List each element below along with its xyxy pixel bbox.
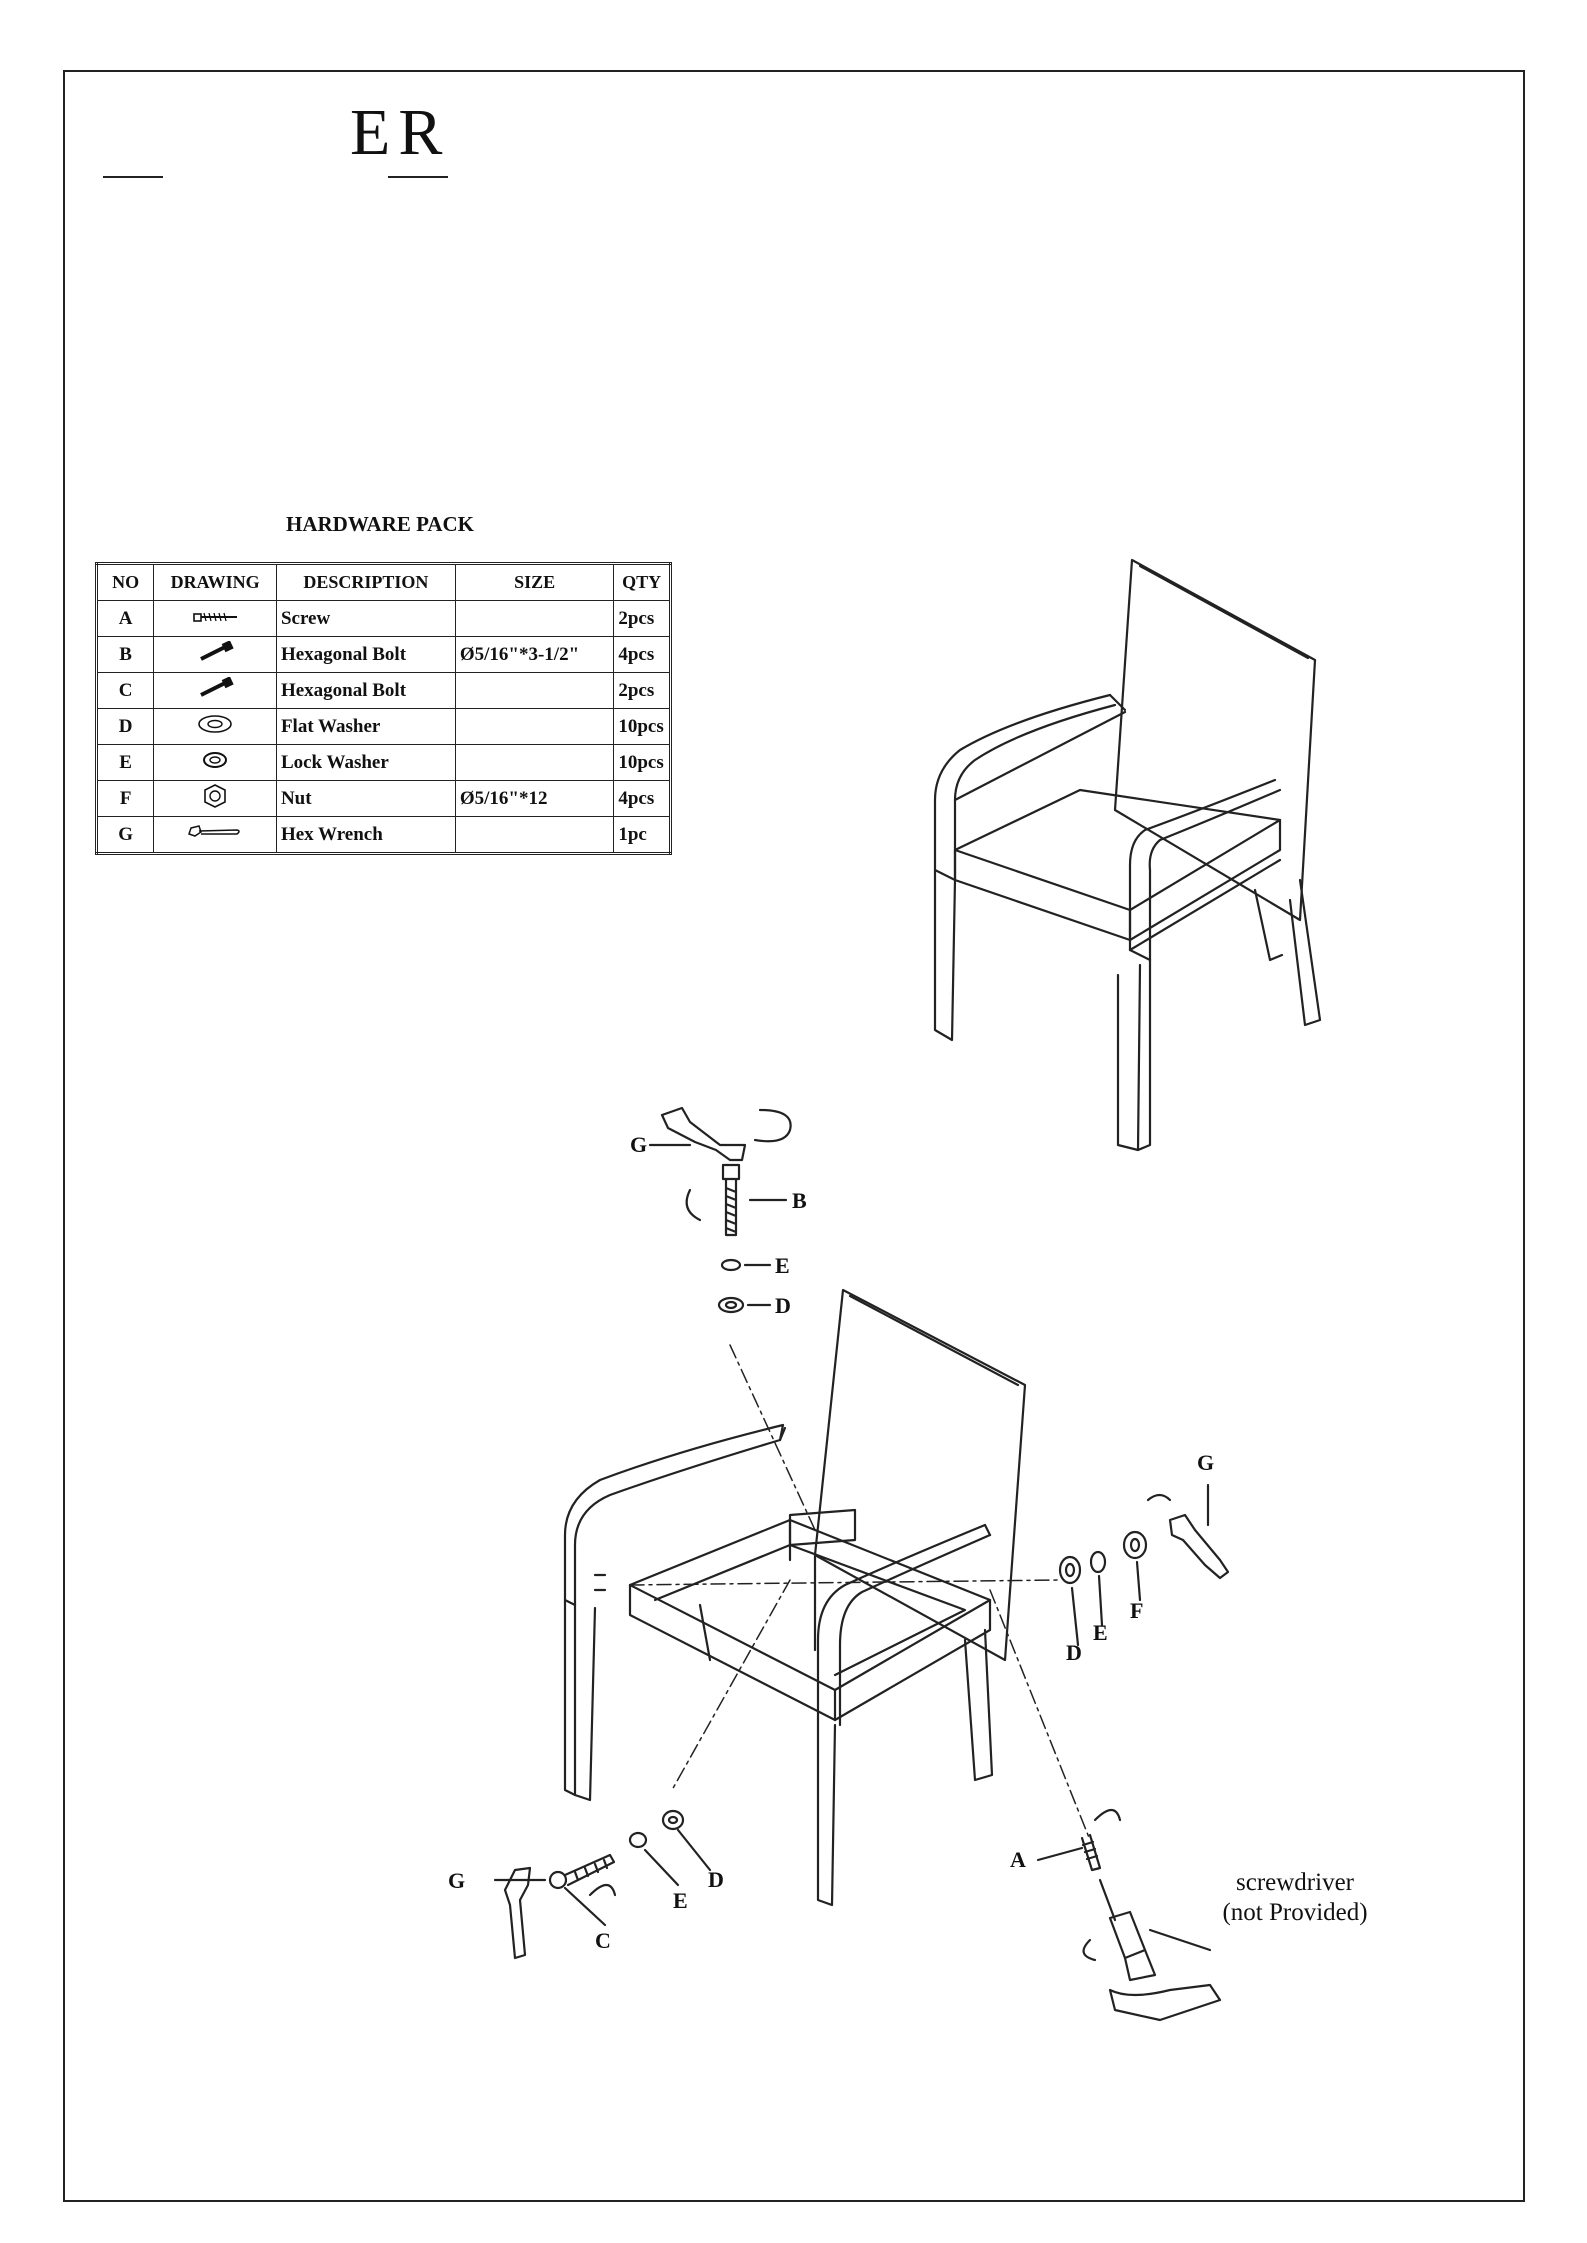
header-size: SIZE <box>455 564 613 601</box>
label-d-bottom: D <box>708 1867 724 1892</box>
row-no: E <box>97 745 154 781</box>
label-b: B <box>792 1188 807 1213</box>
row-description: Hexagonal Bolt <box>276 673 455 709</box>
left-hardware-stack <box>505 1811 683 1958</box>
row-no: D <box>97 709 154 745</box>
leader-arrows <box>495 1145 1210 1950</box>
label-g-right: G <box>1197 1450 1215 1475</box>
row-no: G <box>97 817 154 854</box>
row-description: Hexagonal Bolt <box>276 637 455 673</box>
label-f-right: F <box>1130 1598 1144 1623</box>
brand-title: ER <box>350 96 451 169</box>
screwdriver-note-line2: (not Provided) <box>1222 1899 1368 1926</box>
row-qty: 4pcs <box>614 781 671 817</box>
label-g-top: G <box>630 1132 648 1157</box>
right-hardware-stack <box>1060 1495 1228 1583</box>
header-drawing: DRAWING <box>154 564 277 601</box>
row-description: Hex Wrench <box>276 817 455 854</box>
row-no: F <box>97 781 154 817</box>
label-c: C <box>595 1928 611 1953</box>
label-e-bottom: E <box>673 1888 688 1913</box>
row-size: Ø5/16"*3-1/2" <box>455 637 613 673</box>
row-qty: 10pcs <box>614 745 671 781</box>
row-qty: 2pcs <box>614 673 671 709</box>
header-no: NO <box>97 564 154 601</box>
screwdriver-note <box>1205 1868 1385 1928</box>
row-qty: 1pc <box>614 817 671 854</box>
label-e-top: E <box>775 1253 790 1278</box>
header-qty: QTY <box>614 564 671 601</box>
row-description: Screw <box>276 601 455 637</box>
row-description: Lock Washer <box>276 745 455 781</box>
label-g-left: G <box>448 1868 466 1893</box>
row-qty: 4pcs <box>614 637 671 673</box>
label-a: A <box>1010 1847 1026 1872</box>
label-d-right: D <box>1066 1640 1082 1665</box>
row-qty: 2pcs <box>614 601 671 637</box>
row-size: Ø5/16"*12 <box>455 781 613 817</box>
screwdriver-assembly <box>1082 1810 1220 2020</box>
row-description: Nut <box>276 781 455 817</box>
row-qty: 10pcs <box>614 709 671 745</box>
row-no: C <box>97 673 154 709</box>
label-d-top: D <box>775 1293 791 1318</box>
hardware-pack-title: HARDWARE PACK <box>285 512 475 536</box>
row-description: Flat Washer <box>276 709 455 745</box>
row-no: A <box>97 601 154 637</box>
label-e-right: E <box>1093 1620 1108 1645</box>
row-no: B <box>97 637 154 673</box>
screwdriver-note-line1: screwdriver <box>1236 1869 1354 1896</box>
exploded-chair-drawing <box>565 1290 1025 1905</box>
assembled-chair-drawing <box>935 560 1320 1150</box>
header-description: DESCRIPTION <box>276 564 455 601</box>
top-hardware-stack <box>662 1108 791 1312</box>
